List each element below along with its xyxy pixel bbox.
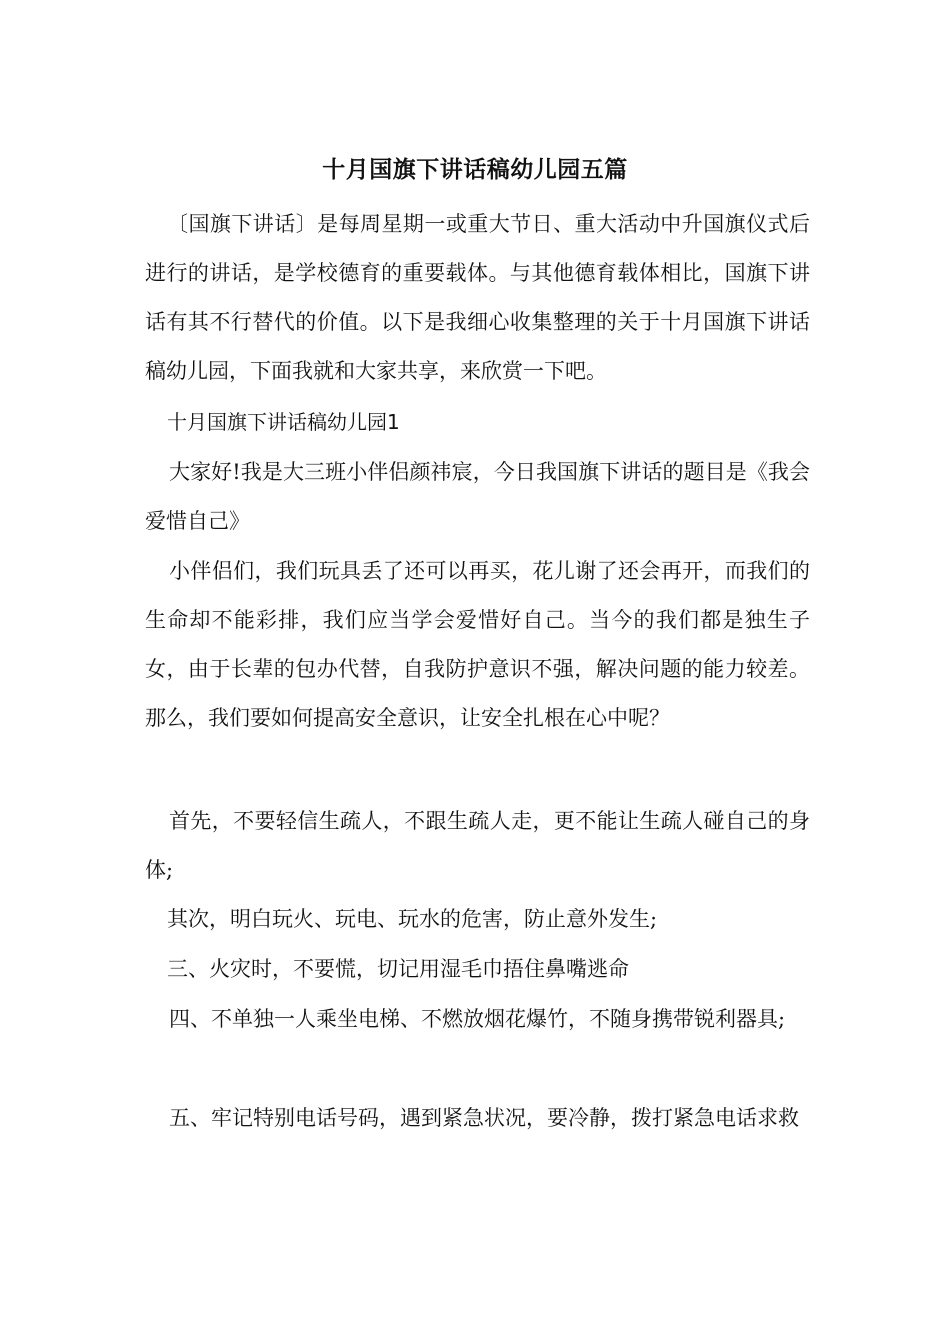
list-item-fifth: 五、牢记特别电话号码，遇到紧急状况，要冷静，拨打紧急电话求救 [169,1106,799,1130]
body-paragraph-safety: 小伴侣们，我们玩具丢了还可以再买，花儿谢了还会再开，而我们的生命却不能彩排，我们应当学会爱惜好自己。当今的我们都是独生子女，由于长辈的包办代替，自我防护意识不强，解决问题的能力较差。那么，我们要如何提高安全意识，让安全扎根在心中呢？ [145,559,810,730]
intro-paragraph: 〔国旗下讲话〕是每周星期一或重大节日、重大活动中升国旗仪式后进行的讲话，是学校德育的重要载体。与其他德育载体相比，国旗下讲话有其不行替代的价值。以下是我细心收集整理的关于十月国旗下讲话稿幼儿园，下面我就和大家共享，来欣赏一下吧。 [145,212,810,383]
list-item-first: 首先，不要轻信生疏人，不跟生疏人走，更不能让生疏人碰自己的身体; [145,809,810,882]
greeting-paragraph: 大家好!我是大三班小伴侣颜祎宸，今日我国旗下讲话的题目是《我会爱惜自己》 [145,460,810,533]
document-title: 十月国旗下讲话稿幼儿园五篇 [322,156,628,183]
list-item-second: 其次，明白玩火、玩电、玩水的危害，防止意外发生; [167,907,658,931]
list-item-fourth: 四、不单独一人乘坐电梯、不燃放烟花爆竹，不随身携带锐利器具; [169,1007,786,1031]
section-heading-1: 十月国旗下讲话稿幼儿园1 [167,410,400,434]
list-item-third: 三、火灾时，不要慌，切记用湿毛巾捂住鼻嘴逃命 [167,957,629,981]
